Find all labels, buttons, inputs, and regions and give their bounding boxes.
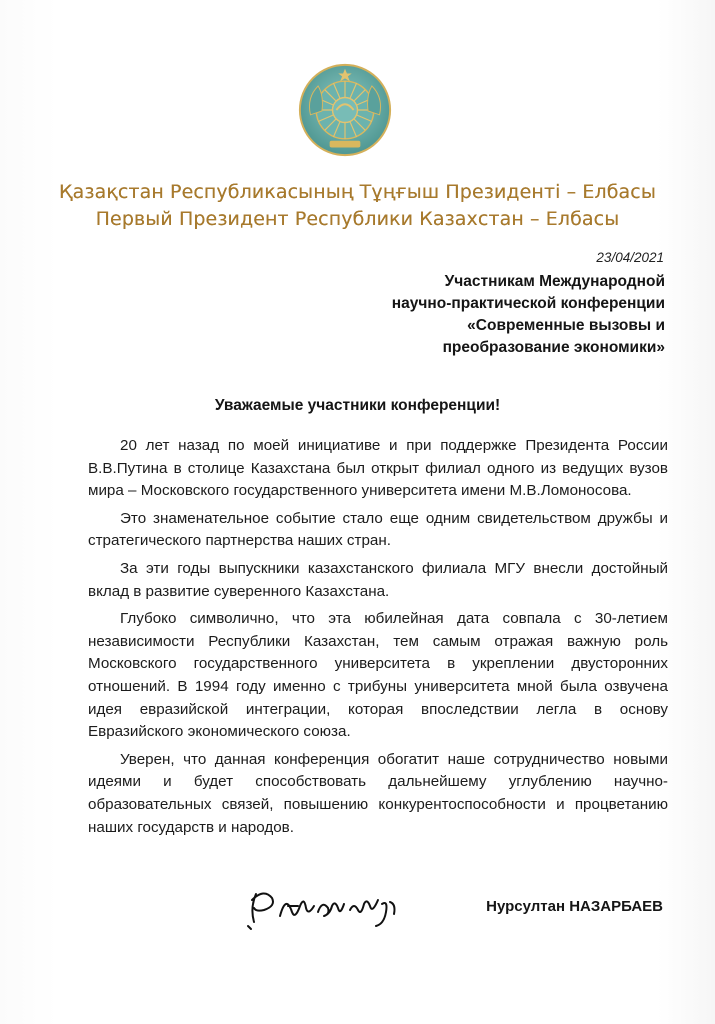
letter-date: 23/04/2021 [596,250,664,265]
header-title-kazakh: Қазақстан Республикасының Тұңғыш Президенті – Елбасы [59,181,656,203]
handwritten-signature-icon [242,882,422,934]
state-emblem-icon [297,62,393,158]
letter-body [88,435,668,844]
salutation: Уважаемые участники конференции! [214,397,501,414]
recipient-line: научно-практической конференции [391,295,665,312]
recipient-line: Участникам Международной [444,273,665,290]
recipient-block [392,271,665,359]
signer-name: Нурсултан НАЗАРБАЕВ [486,898,663,915]
body-paragraph: 20 лет назад по моей инициативе и при поддержке Президента России В.В.Путина в столице Казахстана был открыт филиал одного из ведущих вузов мира – Московского государственного университета имени М.В.Ломоносова. [88,437,668,500]
recipient-line: «Современные вызовы и [467,317,665,334]
body-paragraph: За эти годы выпускники казахстанского филиала МГУ внесли достойный вклад в развитие суверенного Казахстана. [88,559,668,600]
body-paragraph: Уверен, что данная конференция обогатит наше сотрудничество новыми идеями и будет способствовать дальнейшему углублению научно-образовательных связей, повышению конкурентоспособности и процветанию наших государств и народов. [88,750,668,836]
body-paragraph: Глубоко символично, что эта юбилейная дата совпала с 30-летием независимости Республики Казахстан, тем самым отражая важную роль Московского государственного университета в укреплении двусторонних отношений. В 1994 году именно с трибуны университета мной была озвучена идея евразийской интеграции, которая впоследствии легла в основу Евразийского экономического союза. [88,610,668,741]
body-paragraph: Это знаменательное событие стало еще одним свидетельством дружбы и стратегического партнерства наших стран. [88,509,668,550]
recipient-line: преобразование экономики» [442,339,665,356]
header-title-russian: Первый Президент Республики Казахстан – Елбасы [95,208,620,230]
